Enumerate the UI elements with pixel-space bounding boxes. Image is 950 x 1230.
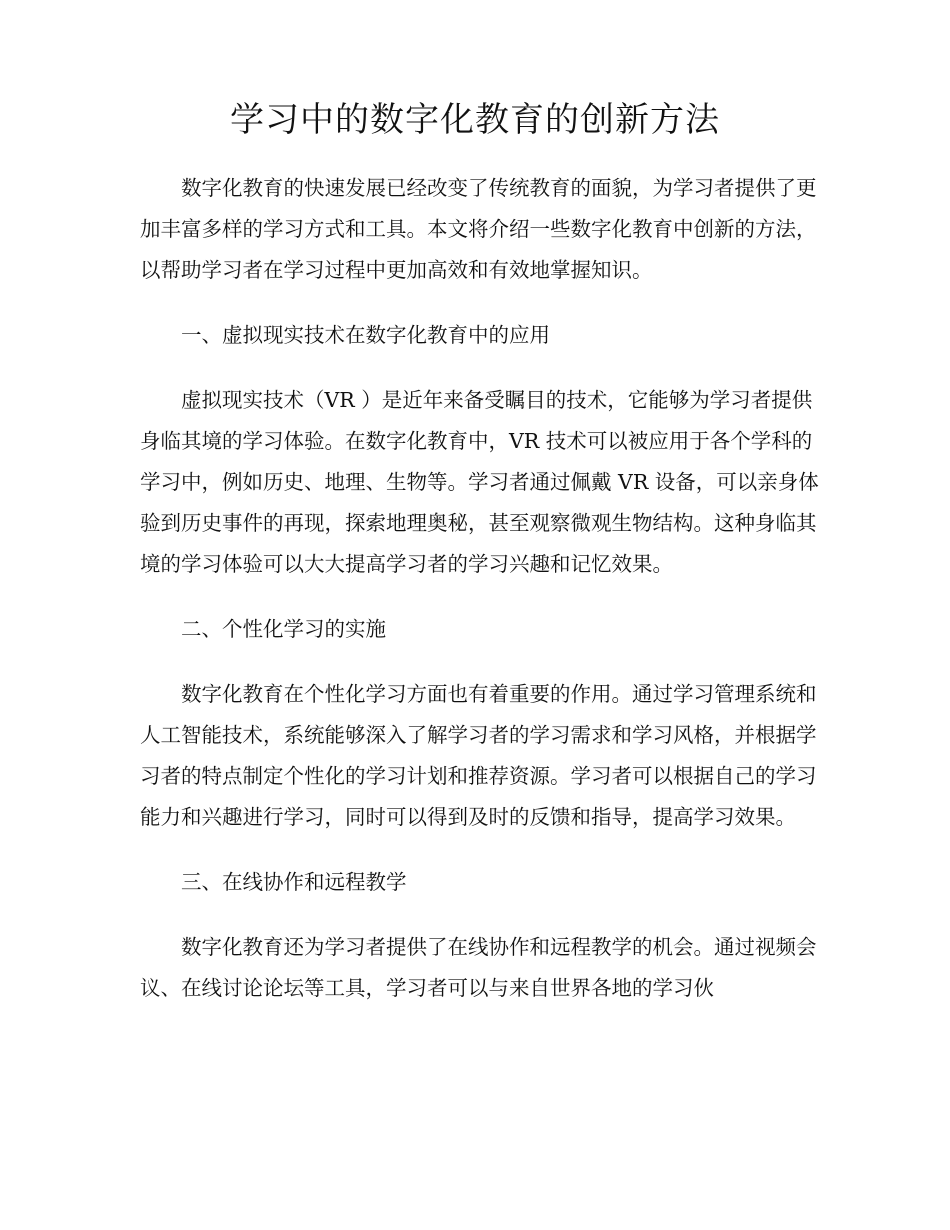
section-heading-vr: 一、虚拟现实技术在数字化教育中的应用 <box>181 323 550 347</box>
paragraph-online: 数字化教育还为学习者提供了在线协作和远程教学的机会。通过视频会议、在线讨论论坛等工具，学习者可以与来自世界各地的学习伙 <box>140 935 817 1000</box>
document-body <box>140 168 830 1033</box>
paragraph-intro: 数字化教育的快速发展已经改变了传统教育的面貌，为学习者提供了更加丰富多样的学习方式和工具。本文将介绍一些数字化教育中创新的方法，以帮助学习者在学习过程中更加高效和有效地掌握知识。 <box>140 176 817 282</box>
section-heading-online: 三、在线协作和远程教学 <box>181 870 407 894</box>
paragraph-vr: 虚拟现实技术（VR ）是近年来备受瞩目的技术，它能够为学习者提供身临其境的学习体验。在数字化教育中，VR 技术可以被应用于各个学科的学习中，例如历史、地理、生物等。学习者通过佩戴 VR 设备，可以亲身体验到历史事件的再现，探索地理奥秘，甚至观察微观生物结构。这种身临其境的学习体验可以大大提高学习者的学习兴趣和记忆效果。 <box>140 388 819 576</box>
document-title: 学习中的数字化教育的创新方法 <box>230 100 720 140</box>
paragraph-personalized: 数字化教育在个性化学习方面也有着重要的作用。通过学习管理系统和人工智能技术，系统能够深入了解学习者的学习需求和学习风格，并根据学习者的特点制定个性化的学习计划和推荐资源。学习者可以根据自己的学习能力和兴趣进行学习，同时可以得到及时的反馈和指导，提高学习效果。 <box>140 682 817 829</box>
section-heading-personalized: 二、个性化学习的实施 <box>181 617 386 641</box>
